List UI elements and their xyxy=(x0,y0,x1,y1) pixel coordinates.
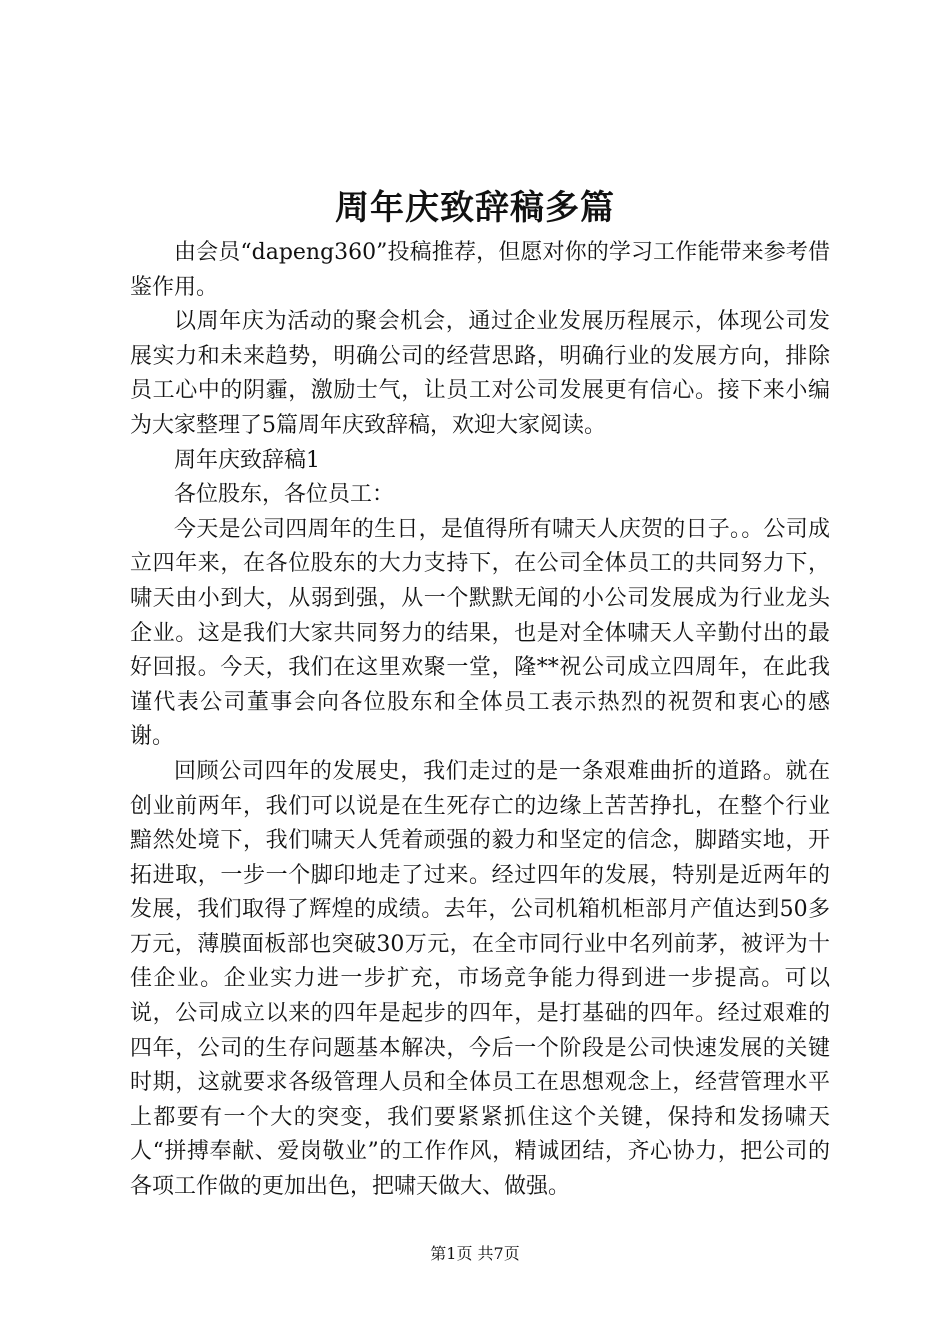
document-body xyxy=(130,236,830,1205)
body-paragraph: 今天是公司四周年的生日，是值得所有啸天人庆贺的日子。。公司成立四年来，在各位股东的大力支持下，在公司全体员工的共同努力下，啸天由小到大，从弱到强，从一个默默无闻的小公司发展成为行业龙头企业。这是我们大家共同努力的结果，也是对全体啸天人辛勤付出的最好回报。今天，我们在这里欢聚一堂，隆**祝公司成立四周年，在此我谨代表公司董事会向各位股东和全体员工表示热烈的祝贺和衷心的感谢。 xyxy=(130,516,830,750)
intro-paragraph: 由会员“dapeng360”投稿推荐，但愿对你的学习工作能带来参考借鉴作用。 xyxy=(130,240,830,300)
body-paragraph: 回顾公司四年的发展史，我们走过的是一条艰难曲折的道路。就在创业前两年，我们可以说是在生死存亡的边缘上苦苦挣扎，在整个行业黯然处境下，我们啸天人凭着顽强的毅力和坚定的信念，脚踏实地，开拓进取，一步一个脚印地走了过来。经过四年的发展，特别是近两年的发展，我们取得了辉煌的成绩。去年，公司机箱机柜部月产值达到50多万元，薄膜面板部也突破30万元，在全市同行业中名列前茅，被评为十佳企业。企业实力进一步扩充，市场竞争能力得到进一步提高。可以说，公司成立以来的四年是起步的四年，是打基础的四年。经过艰难的四年，公司的生存问题基本解决，今后一个阶段是公司快速发展的关键时期，这就要求各级管理人员和全体员工在思想观念上，经营管理水平上都要有一个大的突变，我们要紧紧抓住这个关键，保持和发扬啸天人“拼搏奉献、爱岗敬业”的工作作风，精诚团结，齐心协力，把公司的各项工作做的更加出色，把啸天做大、做强。 xyxy=(130,758,830,1200)
speech-heading: 周年庆致辞稿1 xyxy=(174,447,320,473)
page-footer: 第1页 共7页 xyxy=(430,1244,520,1263)
document-title: 周年庆致辞稿多篇 xyxy=(335,188,615,228)
summary-paragraph: 以周年庆为活动的聚会机会，通过企业发展历程展示，体现公司发展实力和未来趋势，明确公司的经营思路，明确行业的发展方向，排除员工心中的阴霾，激励士气，让员工对公司发展更有信心。接下来小编为大家整理了5篇周年庆致辞稿，欢迎大家阅读。 xyxy=(130,309,830,438)
salutation: 各位股东，各位员工： xyxy=(174,482,395,508)
